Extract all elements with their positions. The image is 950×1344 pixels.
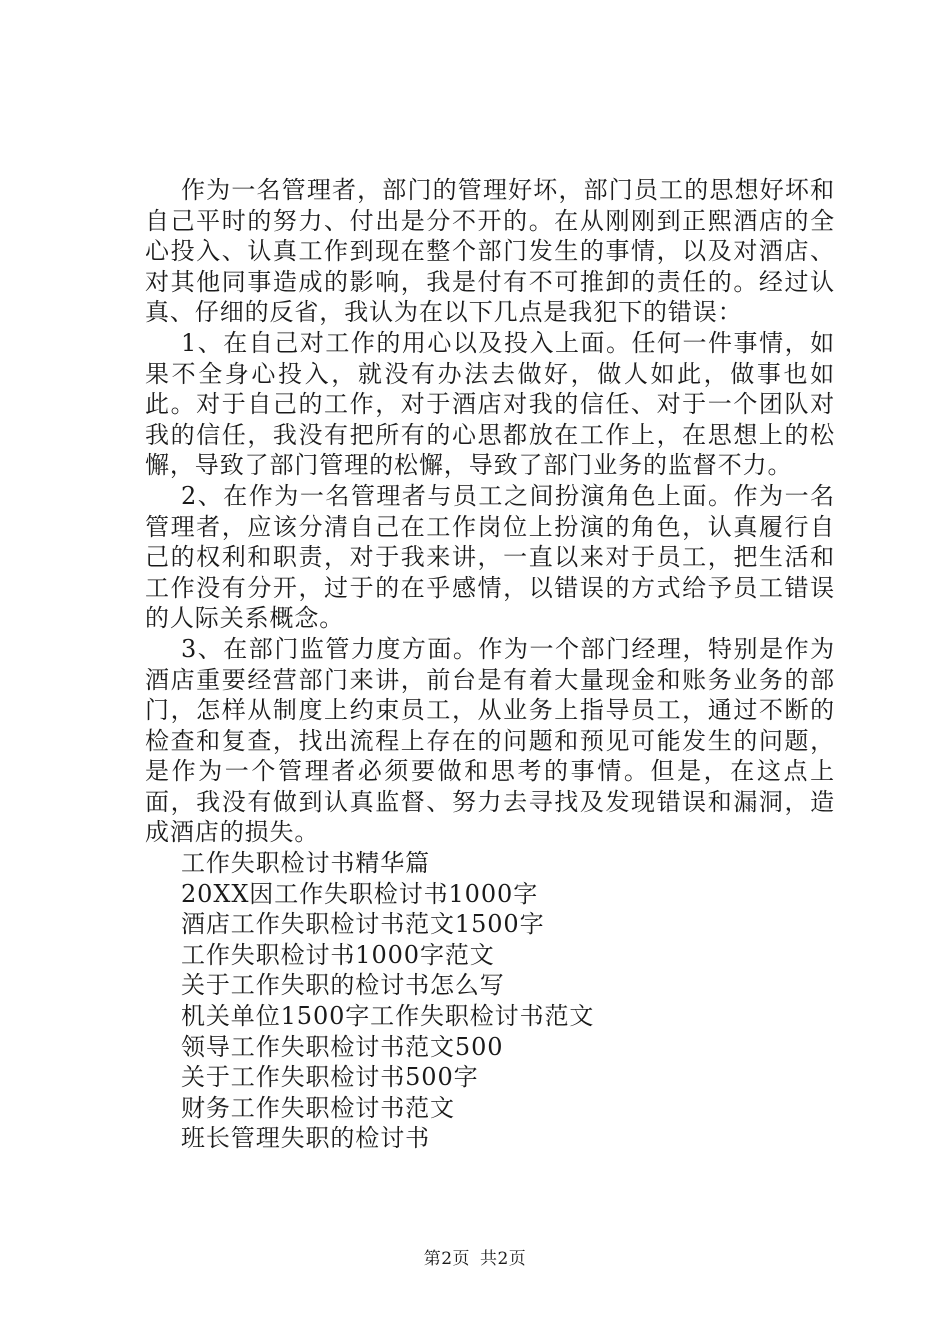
point-3-paragraph: 3、在部门监管力度方面。作为一个部门经理，特别是作为酒店重要经营部门来讲，前台是有着大量现金和账务业务的部门，怎样从制度上约束员工，从业务上指导员工，通过不断的检查和复查，找出流程上存在的问题和预见可能发生的问题，是作为一个管理者必须要做和思考的事情。但是，在这点上面，我没有做到认真监督、努力去寻找及发现错误和漏洞，造成酒店的损失。 <box>145 634 835 847</box>
related-article-link[interactable]: 工作失职检讨书精华篇 <box>181 849 430 878</box>
related-article-link[interactable]: 20XX因工作失职检讨书1000字 <box>181 879 539 908</box>
document-body <box>145 175 835 1154</box>
page-number-current: 第2页 <box>423 1249 471 1269</box>
page-number-total: 共2页 <box>479 1249 527 1269</box>
related-article-link[interactable]: 领导工作失职检讨书范文500 <box>181 1032 504 1061</box>
related-article-link[interactable]: 机关单位1500字工作失职检讨书范文 <box>181 1002 595 1031</box>
related-article-link[interactable]: 财务工作失职检讨书范文 <box>181 1093 455 1122</box>
related-article-link[interactable]: 工作失职检讨书1000字范文 <box>181 940 495 969</box>
related-articles-list <box>145 848 835 1154</box>
point-1-paragraph: 1、在自己对工作的用心以及投入上面。任何一件事情，如果不全身心投入，就没有办法去做好，做人如此，做事也如此。对于自己的工作，对于酒店对我的信任、对于一个团队对我的信任，我没有把所有的心思都放在工作上，在思想上的松懈，导致了部门管理的松懈，导致了部门业务的监督不力。 <box>145 328 835 480</box>
point-2-paragraph: 2、在作为一名管理者与员工之间扮演角色上面。作为一名管理者，应该分清自己在工作岗位上扮演的角色，认真履行自己的权利和职责，对于我来讲，一直以来对于员工，把生活和工作没有分开，过于的在乎感情，以错误的方式给予员工错误的人际关系概念。 <box>145 481 835 633</box>
related-article-link[interactable]: 酒店工作失职检讨书范文1500字 <box>181 910 545 939</box>
page-footer <box>0 1244 950 1269</box>
related-article-link[interactable]: 班长管理失职的检讨书 <box>181 1124 430 1153</box>
related-article-link[interactable]: 关于工作失职检讨书500字 <box>181 1063 479 1092</box>
intro-paragraph: 作为一名管理者，部门的管理好坏，部门员工的思想好坏和自己平时的努力、付出是分不开的。在从刚刚到正熙酒店的全心投入、认真工作到现在整个部门发生的事情，以及对酒店、对其他同事造成的影响，我是付有不可推卸的责任的。经过认真、仔细的反省，我认为在以下几点是我犯下的错误： <box>145 176 835 327</box>
related-article-link[interactable]: 关于工作失职的检讨书怎么写 <box>181 971 505 1000</box>
